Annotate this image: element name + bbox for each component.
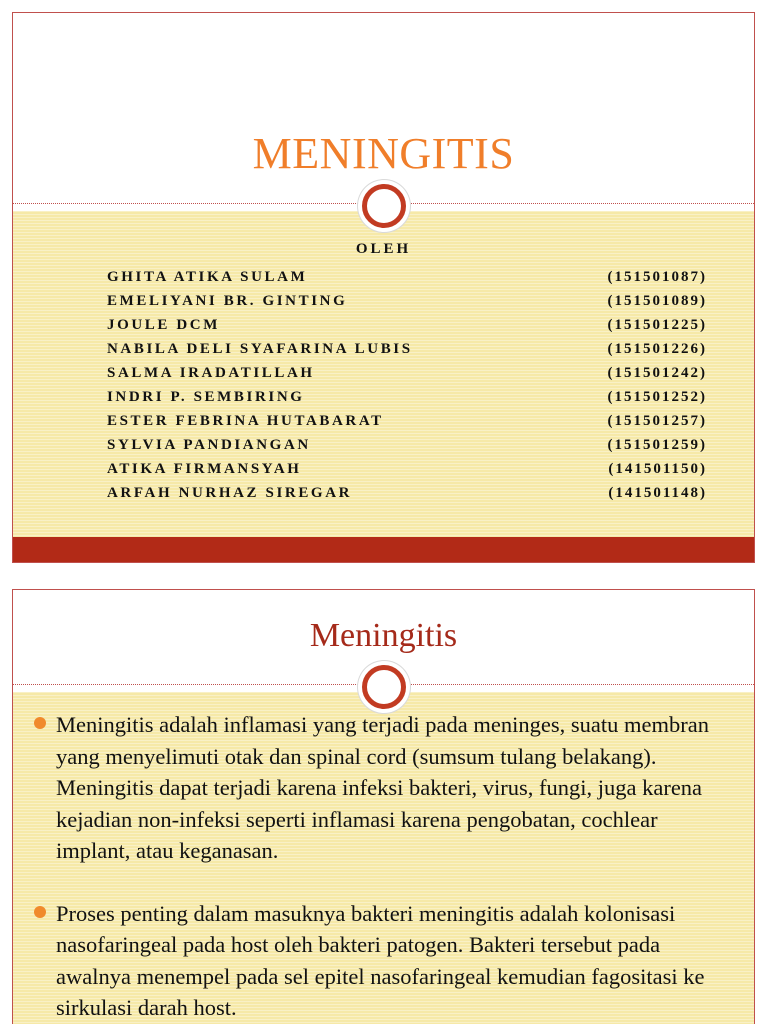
author-row xyxy=(107,409,707,433)
author-student-id: (151501089) xyxy=(607,293,707,309)
slide-title: Meningitis xyxy=(309,617,458,654)
author-student-id: (141501150) xyxy=(608,461,707,477)
author-name: GHITA ATIKA SULAM xyxy=(107,269,308,285)
circle-ring-icon xyxy=(362,184,406,228)
author-student-id: (151501242) xyxy=(607,365,707,381)
title-slide xyxy=(12,12,755,563)
author-name: JOULE DCM xyxy=(107,317,220,333)
orange-dot-bullet-icon xyxy=(34,717,46,729)
authors-heading: OLEH xyxy=(355,241,412,257)
author-row xyxy=(107,385,707,409)
bullet-text: Meningitis adalah inflamasi yang terjadi pada meninges, suatu membran yang menyelimuti otak dan spinal cord (sumsum tulang belakang). Meningitis dapat terjadi karena infeksi bakteri, virus, fungi, juga karena kejadian non-infeksi seperti inflamasi karena pengobatan, cochlear implant, atau keganasan. xyxy=(56,712,709,863)
author-name: ATIKA FIRMANSYAH xyxy=(107,461,302,477)
author-row xyxy=(107,313,707,337)
author-row xyxy=(107,265,707,289)
author-row xyxy=(107,289,707,313)
bullet-item xyxy=(33,709,733,867)
author-row xyxy=(107,433,707,457)
authors-list xyxy=(107,265,707,505)
author-student-id: (141501148) xyxy=(608,485,707,501)
bullet-text: Proses penting dalam masuknya bakteri meningitis adalah kolonisasi nasofaringeal pada host oleh bakteri patogen. Bakteri tersebut pada awalnya menempel pada sel epitel nasofaringeal kemudian fagositasi ke sirkulasi darah host. xyxy=(56,900,705,1020)
footer-bar xyxy=(13,537,754,563)
author-name: SYLVIA PANDIANGAN xyxy=(107,437,311,453)
author-student-id: (151501252) xyxy=(607,389,707,405)
slide-title: MENINGITIS xyxy=(252,129,515,178)
author-name: INDRI P. SEMBIRING xyxy=(107,389,305,405)
author-name: EMELIYANI BR. GINTING xyxy=(107,293,348,309)
author-row xyxy=(107,481,707,505)
author-row xyxy=(107,457,707,481)
orange-dot-bullet-icon xyxy=(34,906,46,918)
bullet-list xyxy=(33,709,733,1024)
author-name: SALMA IRADATILLAH xyxy=(107,365,315,381)
circle-ring-icon xyxy=(362,665,406,709)
author-name: NABILA DELI SYAFARINA LUBIS xyxy=(107,341,413,357)
author-student-id: (151501226) xyxy=(607,341,707,357)
author-row xyxy=(107,337,707,361)
author-row xyxy=(107,361,707,385)
author-student-id: (151501259) xyxy=(607,437,707,453)
bullet-item xyxy=(33,898,733,1024)
author-student-id: (151501257) xyxy=(607,413,707,429)
author-student-id: (151501087) xyxy=(607,269,707,285)
author-name: ESTER FEBRINA HUTABARAT xyxy=(107,413,384,429)
content-slide xyxy=(12,589,755,1024)
author-student-id: (151501225) xyxy=(607,317,707,333)
author-name: ARFAH NURHAZ SIREGAR xyxy=(107,485,353,501)
